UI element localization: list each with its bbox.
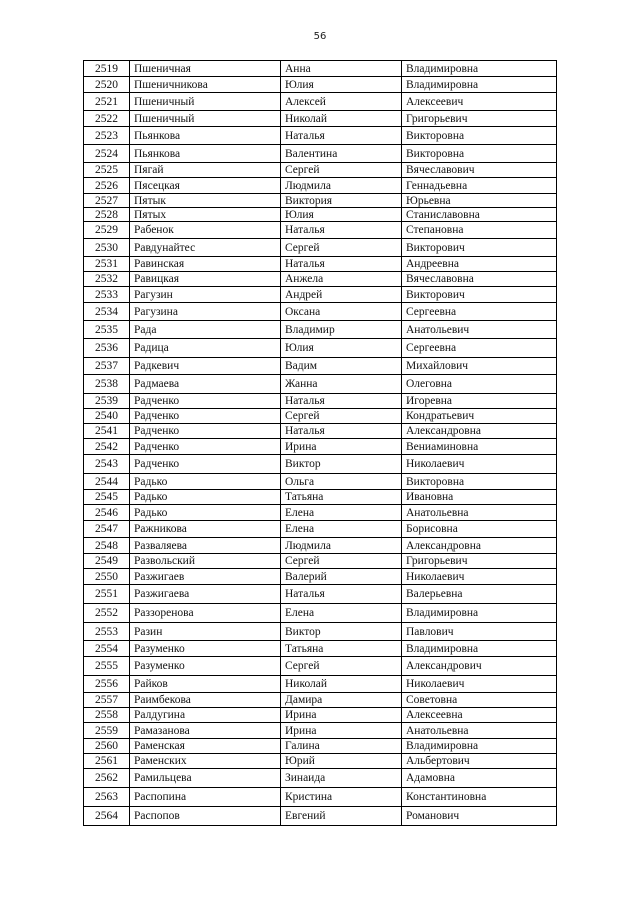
surname-cell: Раменская [130,739,281,754]
row-number: 2543 [84,455,130,474]
surname-cell: Рада [130,321,281,339]
given-name-cell: Наталья [281,585,402,604]
surname-cell: Равдунайтес [130,239,281,257]
row-number: 2531 [84,257,130,272]
patronymic-cell: Григорьевич [402,554,557,569]
given-name-cell: Евгений [281,807,402,826]
surname-cell: Радмаева [130,375,281,394]
table-row [84,641,557,657]
surname-cell: Пшеничникова [130,77,281,93]
table-row [84,194,557,208]
table-row [84,111,557,127]
surname-cell: Распопина [130,788,281,807]
name-table-body [84,61,557,826]
given-name-cell: Валерий [281,569,402,585]
table-row [84,163,557,178]
table-row [84,272,557,287]
surname-cell: Раменских [130,754,281,769]
row-number: 2538 [84,375,130,394]
surname-cell: Раимбекова [130,693,281,708]
surname-cell: Радченко [130,409,281,424]
given-name-cell: Татьяна [281,490,402,505]
given-name-cell: Наталья [281,394,402,409]
row-number: 2533 [84,287,130,303]
given-name-cell: Юлия [281,77,402,93]
table-row [84,693,557,708]
surname-cell: Пьянкова [130,145,281,163]
given-name-cell: Наталья [281,222,402,239]
row-number: 2537 [84,358,130,375]
patronymic-cell: Константиновна [402,788,557,807]
patronymic-cell: Анатольевна [402,505,557,521]
row-number: 2561 [84,754,130,769]
surname-cell: Радкевич [130,358,281,375]
row-number: 2550 [84,569,130,585]
given-name-cell: Владимир [281,321,402,339]
given-name-cell: Виктор [281,623,402,641]
table-row [84,93,557,111]
patronymic-cell: Михайлович [402,358,557,375]
surname-cell: Рамазанова [130,723,281,739]
surname-cell: Пятык [130,194,281,208]
patronymic-cell: Александрович [402,657,557,676]
given-name-cell: Вадим [281,358,402,375]
patronymic-cell: Валерьевна [402,585,557,604]
row-number: 2545 [84,490,130,505]
given-name-cell: Виктор [281,455,402,474]
given-name-cell: Людмила [281,538,402,554]
row-number: 2547 [84,521,130,538]
surname-cell: Рабенок [130,222,281,239]
row-number: 2557 [84,693,130,708]
given-name-cell: Сергей [281,409,402,424]
patronymic-cell: Николаевич [402,455,557,474]
surname-cell: Распопов [130,807,281,826]
surname-cell: Пьянкова [130,127,281,145]
patronymic-cell: Сергеевна [402,339,557,358]
given-name-cell: Ирина [281,439,402,455]
surname-cell: Разжигаева [130,585,281,604]
surname-cell: Райков [130,676,281,693]
table-row [84,239,557,257]
table-row [84,321,557,339]
table-row [84,754,557,769]
surname-cell: Радько [130,505,281,521]
patronymic-cell: Владимировна [402,739,557,754]
row-number: 2522 [84,111,130,127]
patronymic-cell: Игоревна [402,394,557,409]
patronymic-cell: Владимировна [402,641,557,657]
row-number: 2554 [84,641,130,657]
surname-cell: Радченко [130,424,281,439]
patronymic-cell: Олеговна [402,375,557,394]
given-name-cell: Елена [281,505,402,521]
table-row [84,604,557,623]
surname-cell: Развольский [130,554,281,569]
surname-cell: Пясецкая [130,178,281,194]
row-number: 2524 [84,145,130,163]
row-number: 2523 [84,127,130,145]
patronymic-cell: Григорьевич [402,111,557,127]
table-row [84,585,557,604]
surname-cell: Радица [130,339,281,358]
patronymic-cell: Альбертович [402,754,557,769]
surname-cell: Рамильцева [130,769,281,788]
surname-cell: Равинская [130,257,281,272]
table-row [84,358,557,375]
row-number: 2559 [84,723,130,739]
table-row [84,657,557,676]
surname-cell: Пшеничный [130,93,281,111]
patronymic-cell: Викторовна [402,474,557,490]
patronymic-cell: Николаевич [402,676,557,693]
table-row [84,77,557,93]
table-row [84,287,557,303]
table-row [84,145,557,163]
table-row [84,424,557,439]
surname-cell: Пятых [130,208,281,222]
row-number: 2549 [84,554,130,569]
surname-cell: Пшеничный [130,111,281,127]
row-number: 2520 [84,77,130,93]
table-row [84,409,557,424]
row-number: 2563 [84,788,130,807]
given-name-cell: Сергей [281,554,402,569]
given-name-cell: Валентина [281,145,402,163]
surname-cell: Разуменко [130,641,281,657]
row-number: 2535 [84,321,130,339]
given-name-cell: Дамира [281,693,402,708]
given-name-cell: Галина [281,739,402,754]
row-number: 2526 [84,178,130,194]
row-number: 2544 [84,474,130,490]
patronymic-cell: Анатольевна [402,723,557,739]
given-name-cell: Татьяна [281,641,402,657]
row-number: 2551 [84,585,130,604]
surname-cell: Ражникова [130,521,281,538]
given-name-cell: Кристина [281,788,402,807]
given-name-cell: Виктория [281,194,402,208]
row-number: 2548 [84,538,130,554]
patronymic-cell: Павлович [402,623,557,641]
patronymic-cell: Вениаминовна [402,439,557,455]
given-name-cell: Наталья [281,257,402,272]
surname-cell: Пшеничная [130,61,281,77]
surname-cell: Радченко [130,455,281,474]
given-name-cell: Сергей [281,163,402,178]
given-name-cell: Николай [281,676,402,693]
given-name-cell: Елена [281,604,402,623]
row-number: 2534 [84,303,130,321]
patronymic-cell: Адамовна [402,769,557,788]
surname-cell: Радько [130,474,281,490]
table-row [84,178,557,194]
table-row [84,538,557,554]
given-name-cell: Сергей [281,657,402,676]
row-number: 2539 [84,394,130,409]
table-row [84,455,557,474]
given-name-cell: Людмила [281,178,402,194]
table-row [84,723,557,739]
patronymic-cell: Викторовна [402,127,557,145]
patronymic-cell: Борисовна [402,521,557,538]
table-row [84,554,557,569]
surname-cell: Ралдугина [130,708,281,723]
name-table [83,60,557,826]
surname-cell: Равицкая [130,272,281,287]
table-row [84,474,557,490]
table-row [84,676,557,693]
table-row [84,208,557,222]
patronymic-cell: Владимировна [402,604,557,623]
patronymic-cell: Кондратьевич [402,409,557,424]
patronymic-cell: Алексеевна [402,708,557,723]
patronymic-cell: Сергеевна [402,303,557,321]
row-number: 2536 [84,339,130,358]
row-number: 2532 [84,272,130,287]
table-row [84,339,557,358]
given-name-cell: Зинаида [281,769,402,788]
surname-cell: Раззоренова [130,604,281,623]
table-row [84,394,557,409]
row-number: 2541 [84,424,130,439]
row-number: 2530 [84,239,130,257]
table-row [84,257,557,272]
table-row [84,439,557,455]
row-number: 2527 [84,194,130,208]
surname-cell: Разин [130,623,281,641]
given-name-cell: Сергей [281,239,402,257]
row-number: 2528 [84,208,130,222]
patronymic-cell: Советовна [402,693,557,708]
surname-cell: Радченко [130,439,281,455]
patronymic-cell: Алексеевич [402,93,557,111]
patronymic-cell: Александровна [402,424,557,439]
given-name-cell: Наталья [281,424,402,439]
table-row [84,769,557,788]
given-name-cell: Ольга [281,474,402,490]
surname-cell: Рагузина [130,303,281,321]
patronymic-cell: Владимировна [402,77,557,93]
table-row [84,490,557,505]
row-number: 2555 [84,657,130,676]
given-name-cell: Анна [281,61,402,77]
given-name-cell: Оксана [281,303,402,321]
given-name-cell: Елена [281,521,402,538]
patronymic-cell: Анатольевич [402,321,557,339]
surname-cell: Пягай [130,163,281,178]
patronymic-cell: Владимировна [402,61,557,77]
table-row [84,569,557,585]
given-name-cell: Юлия [281,339,402,358]
patronymic-cell: Ивановна [402,490,557,505]
table-row [84,375,557,394]
patronymic-cell: Романович [402,807,557,826]
row-number: 2519 [84,61,130,77]
patronymic-cell: Степановна [402,222,557,239]
table-row [84,788,557,807]
row-number: 2546 [84,505,130,521]
surname-cell: Радченко [130,394,281,409]
patronymic-cell: Вячеславович [402,163,557,178]
surname-cell: Радько [130,490,281,505]
patronymic-cell: Викторович [402,239,557,257]
surname-cell: Разуменко [130,657,281,676]
table-row [84,61,557,77]
table-row [84,807,557,826]
patronymic-cell: Вячеславовна [402,272,557,287]
patronymic-cell: Юрьевна [402,194,557,208]
table-row [84,303,557,321]
patronymic-cell: Станиславовна [402,208,557,222]
page-number: 56 [313,31,327,42]
row-number: 2553 [84,623,130,641]
row-number: 2542 [84,439,130,455]
patronymic-cell: Александровна [402,538,557,554]
patronymic-cell: Андреевна [402,257,557,272]
row-number: 2556 [84,676,130,693]
given-name-cell: Юрий [281,754,402,769]
table-row [84,708,557,723]
table-row [84,623,557,641]
table-row [84,127,557,145]
surname-cell: Разваляева [130,538,281,554]
row-number: 2525 [84,163,130,178]
patronymic-cell: Викторович [402,287,557,303]
row-number: 2529 [84,222,130,239]
given-name-cell: Андрей [281,287,402,303]
table-row [84,505,557,521]
given-name-cell: Николай [281,111,402,127]
table-row [84,739,557,754]
given-name-cell: Наталья [281,127,402,145]
given-name-cell: Ирина [281,708,402,723]
row-number: 2562 [84,769,130,788]
surname-cell: Рагузин [130,287,281,303]
surname-cell: Разжигаев [130,569,281,585]
given-name-cell: Ирина [281,723,402,739]
given-name-cell: Жанна [281,375,402,394]
row-number: 2560 [84,739,130,754]
given-name-cell: Анжела [281,272,402,287]
table-row [84,222,557,239]
row-number: 2521 [84,93,130,111]
row-number: 2552 [84,604,130,623]
patronymic-cell: Николаевич [402,569,557,585]
row-number: 2540 [84,409,130,424]
row-number: 2558 [84,708,130,723]
patronymic-cell: Геннадьевна [402,178,557,194]
table-row [84,521,557,538]
given-name-cell: Юлия [281,208,402,222]
row-number: 2564 [84,807,130,826]
given-name-cell: Алексей [281,93,402,111]
patronymic-cell: Викторовна [402,145,557,163]
